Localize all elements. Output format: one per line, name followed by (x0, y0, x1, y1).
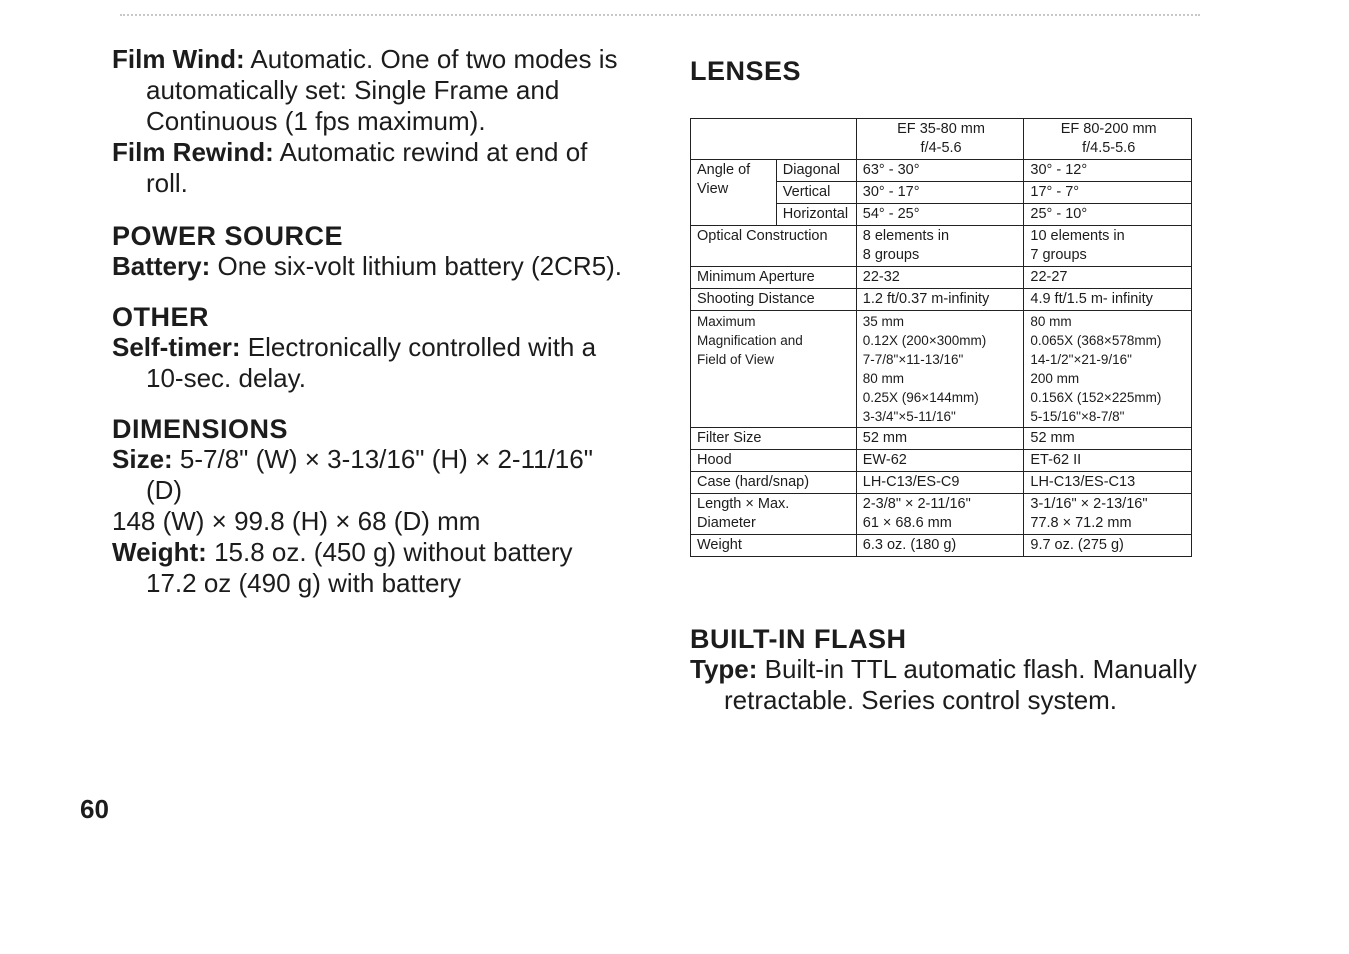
length-diameter-col2: 3-1/16" × 2-13/16" 77.8 × 71.2 mm (1024, 494, 1192, 535)
size-mm: 148 (W) × 99.8 (H) × 68 (D) mm (112, 506, 481, 536)
lenses-heading: LENSES (690, 56, 802, 86)
lens-col-1: EF 35-80 mm f/4-5.6 (856, 119, 1024, 160)
size-label: Size: (112, 444, 173, 474)
case-label: Case (hard/snap) (691, 472, 857, 494)
hood-col1: EW-62 (856, 450, 1024, 472)
shooting-distance-col2: 4.9 ft/1.5 m- infinity (1024, 289, 1192, 311)
vertical-col1: 30° - 17° (856, 182, 1024, 204)
film-rewind-para (112, 137, 632, 199)
diagonal-col2: 30° - 12° (1024, 160, 1192, 182)
weight-col2: 9.7 oz. (275 g) (1024, 535, 1192, 557)
table-row (691, 267, 1192, 289)
hood-label: Hood (691, 450, 857, 472)
built-in-flash-heading: BUILT-IN FLASH (690, 624, 907, 654)
length-diameter-col1: 2-3/8" × 2-11/16" 61 × 68.6 mm (856, 494, 1024, 535)
weight-text: 15.8 oz. (450 g) without battery (206, 537, 573, 567)
page-number: 60 (80, 794, 109, 824)
film-rewind-text: Automatic rewind at end of roll. (146, 137, 588, 198)
weight-label: Weight: (112, 537, 207, 567)
angle-of-view-label: Angle of View (691, 160, 777, 226)
filter-size-label: Filter Size (691, 428, 857, 450)
film-rewind-label: Film Rewind: (112, 137, 274, 167)
case-col1: LH-C13/ES-C9 (856, 472, 1024, 494)
case-col2: LH-C13/ES-C13 (1024, 472, 1192, 494)
weight-row-label: Weight (691, 535, 857, 557)
self-timer-text: Electronically controlled with a 10-sec. delay. (146, 332, 597, 393)
table-row (691, 472, 1192, 494)
right-column (690, 56, 1210, 86)
optical-label: Optical Construction (691, 226, 857, 267)
left-column (112, 44, 632, 599)
table-row (691, 119, 1192, 160)
battery-text: One six-volt lithium battery (2CR5). (210, 251, 623, 281)
horizontal-col2: 25° - 10° (1024, 204, 1192, 226)
hood-col2: ET-62 II (1024, 450, 1192, 472)
optical-col2: 10 elements in 7 groups (1024, 226, 1192, 267)
table-row (691, 450, 1192, 472)
table-row (691, 535, 1192, 557)
flash-section (690, 624, 1210, 716)
lenses-table (690, 118, 1192, 557)
flash-type-text: Built-in TTL automatic flash. Manually retractable. Series control system. (724, 654, 1197, 715)
diagonal-label: Diagonal (776, 160, 856, 182)
self-timer-para (112, 332, 632, 394)
table-row (691, 226, 1192, 267)
dimensions-heading: DIMENSIONS (112, 414, 289, 444)
diagonal-col1: 63° - 30° (856, 160, 1024, 182)
min-aperture-label: Minimum Aperture (691, 267, 857, 289)
vertical-label: Vertical (776, 182, 856, 204)
min-aperture-col1: 22-32 (856, 267, 1024, 289)
table-row (691, 494, 1192, 535)
size-text: 5-7/8" (W) × 3-13/16" (H) × 2-11/16" (D) (146, 444, 593, 505)
top-rule (120, 14, 1200, 16)
film-wind-label: Film Wind: (112, 44, 245, 74)
weight-text-2: 17.2 oz (490 g) with battery (146, 568, 462, 598)
shooting-distance-col1: 1.2 ft/0.37 m-infinity (856, 289, 1024, 311)
battery-label: Battery: (112, 251, 211, 281)
magnification-label: Maximum Magnification and Field of View (691, 311, 857, 428)
horizontal-label: Horizontal (776, 204, 856, 226)
battery-para (112, 251, 632, 282)
film-wind-text: Automatic. One of two modes is automatically set: Single Frame and Continuous (1 fps maximum). (146, 44, 618, 136)
power-source-heading: POWER SOURCE (112, 221, 344, 251)
filter-size-col2: 52 mm (1024, 428, 1192, 450)
weight-para (112, 537, 632, 568)
weight-col1: 6.3 oz. (180 g) (856, 535, 1024, 557)
table-row (691, 428, 1192, 450)
table-row (691, 311, 1192, 428)
horizontal-col1: 54° - 25° (856, 204, 1024, 226)
vertical-col2: 17° - 7° (1024, 182, 1192, 204)
flash-type-para (690, 654, 1210, 716)
magnification-col2: 80 mm 0.065X (368×578mm) 14-1/2"×21-9/16" 200 mm 0.156X (152×225mm) 5-15/16"×8-7/8" (1024, 311, 1192, 428)
optical-col1: 8 elements in 8 groups (856, 226, 1024, 267)
table-row (691, 160, 1192, 182)
self-timer-label: Self-timer: (112, 332, 241, 362)
lens-col-2: EF 80-200 mm f/4.5-5.6 (1024, 119, 1192, 160)
film-wind-para (112, 44, 632, 137)
min-aperture-col2: 22-27 (1024, 267, 1192, 289)
size-para (112, 444, 632, 506)
other-heading: OTHER (112, 302, 209, 332)
shooting-distance-label: Shooting Distance (691, 289, 857, 311)
filter-size-col1: 52 mm (856, 428, 1024, 450)
flash-type-label: Type: (690, 654, 758, 684)
table-row (691, 289, 1192, 311)
length-diameter-label: Length × Max. Diameter (691, 494, 857, 535)
magnification-col1: 35 mm 0.12X (200×300mm) 7-7/8"×11-13/16" 80 mm 0.25X (96×144mm) 3-3/4"×5-11/16" (856, 311, 1024, 428)
table-corner (691, 119, 857, 160)
